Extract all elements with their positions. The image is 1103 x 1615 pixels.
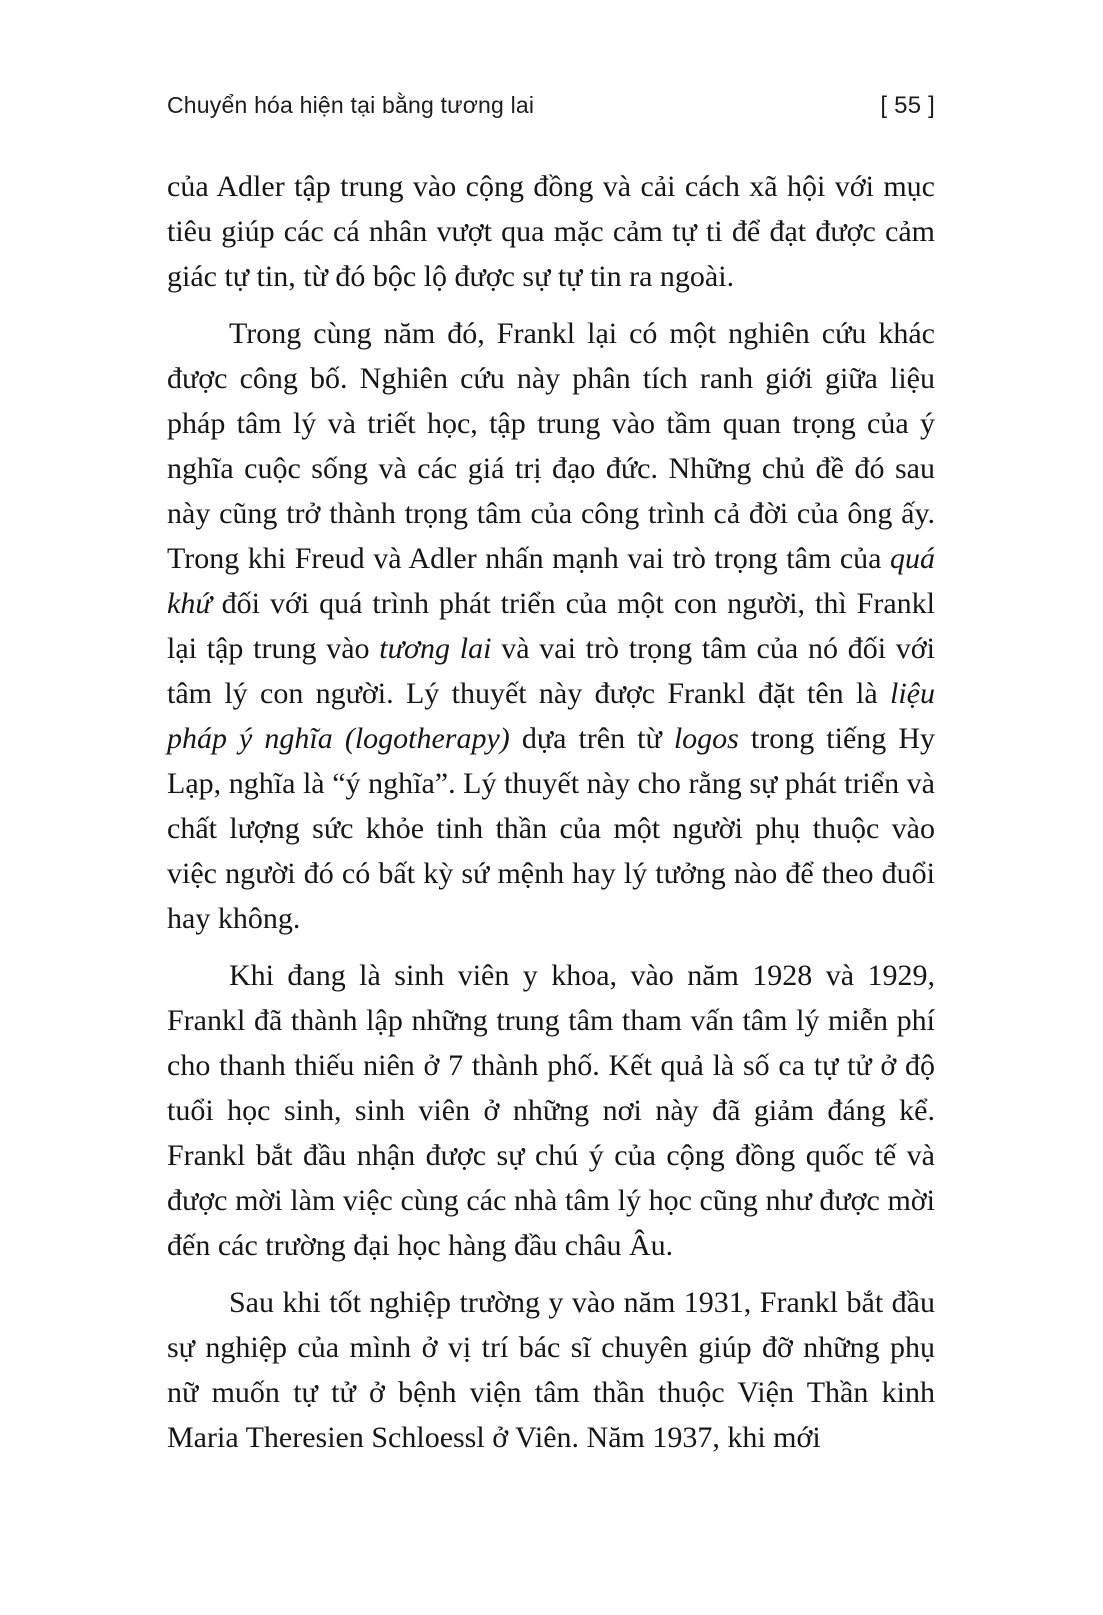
paragraph	[167, 311, 935, 941]
text-run: Trong cùng năm đó, Frankl lại có một nghiên cứu khác được công bố. Nghiên cứu này phân tích ranh giới giữa liệu pháp tâm lý và triết học, tập trung vào tầm quan trọng của ý nghĩa cuộc sống và các giá trị đạo đức. Những chủ đề đó sau này cũng trở thành trọng tâm của công trình cả đời của ông ấy. Trong khi Freud và Adler nhấn mạnh vai trò trọng tâm của	[167, 317, 935, 575]
text-run-italic: tương lai	[379, 632, 492, 665]
paragraph	[167, 953, 935, 1268]
text-run: của Adler tập trung vào cộng đồng và cải cách xã hội với mục tiêu giúp các cá nhân vượt qua mặc cảm tự ti để đạt được cảm giác tự tin, từ đó bộc lộ được sự tự tin ra ngoài.	[167, 170, 935, 293]
running-title: Chuyển hóa hiện tại bằng tương lai	[167, 92, 535, 118]
text-run: trong tiếng Hy Lạp, nghĩa là “ý nghĩa”. Lý thuyết này cho rằng sự phát triển và chất lượng sức khỏe tinh thần của một người phụ thuộc vào việc người đó có bất kỳ sứ mệnh hay lý tưởng nào để theo đuổi hay không.	[167, 722, 935, 935]
text-run: đối với quá trình phát triển của một con người, thì Frankl lại tập trung vào	[167, 587, 935, 665]
paragraph	[167, 164, 935, 299]
body-text	[167, 164, 935, 1460]
text-run: Sau khi tốt nghiệp trường y vào năm 1931, Frankl bắt đầu sự nghiệp của mình ở vị trí bác sĩ chuyên giúp đỡ những phụ nữ muốn tự tử ở bệnh viện tâm thần thuộc Viện Thần kinh Maria Theresien Schloessl ở Viên. Năm 1937, khi mới	[167, 1286, 935, 1454]
text-run: Khi đang là sinh viên y khoa, vào năm 1928 và 1929, Frankl đã thành lập những trung tâm tham vấn tâm lý miễn phí cho thanh thiếu niên ở 7 thành phố. Kết quả là số ca tự tử ở độ tuổi học sinh, sinh viên ở những nơi này đã giảm đáng kể. Frankl bắt đầu nhận được sự chú ý của cộng đồng quốc tế và được mời làm việc cùng các nhà tâm lý học cũng như được mời đến các trường đại học hàng đầu châu Âu.	[167, 959, 935, 1262]
page-number: [ 55 ]	[880, 92, 935, 119]
page-header	[167, 92, 935, 120]
text-run-italic: liệu pháp ý nghĩa (logotherapy)	[167, 677, 935, 755]
text-run-italic: logos	[673, 722, 739, 755]
paragraph	[167, 1280, 935, 1460]
text-run: dựa trên từ	[509, 722, 674, 755]
text-run-italic: quá khứ	[167, 542, 935, 620]
text-run: và vai trò trọng tâm của nó đối với tâm lý con người. Lý thuyết này được Frankl đặt tên là	[167, 632, 935, 710]
